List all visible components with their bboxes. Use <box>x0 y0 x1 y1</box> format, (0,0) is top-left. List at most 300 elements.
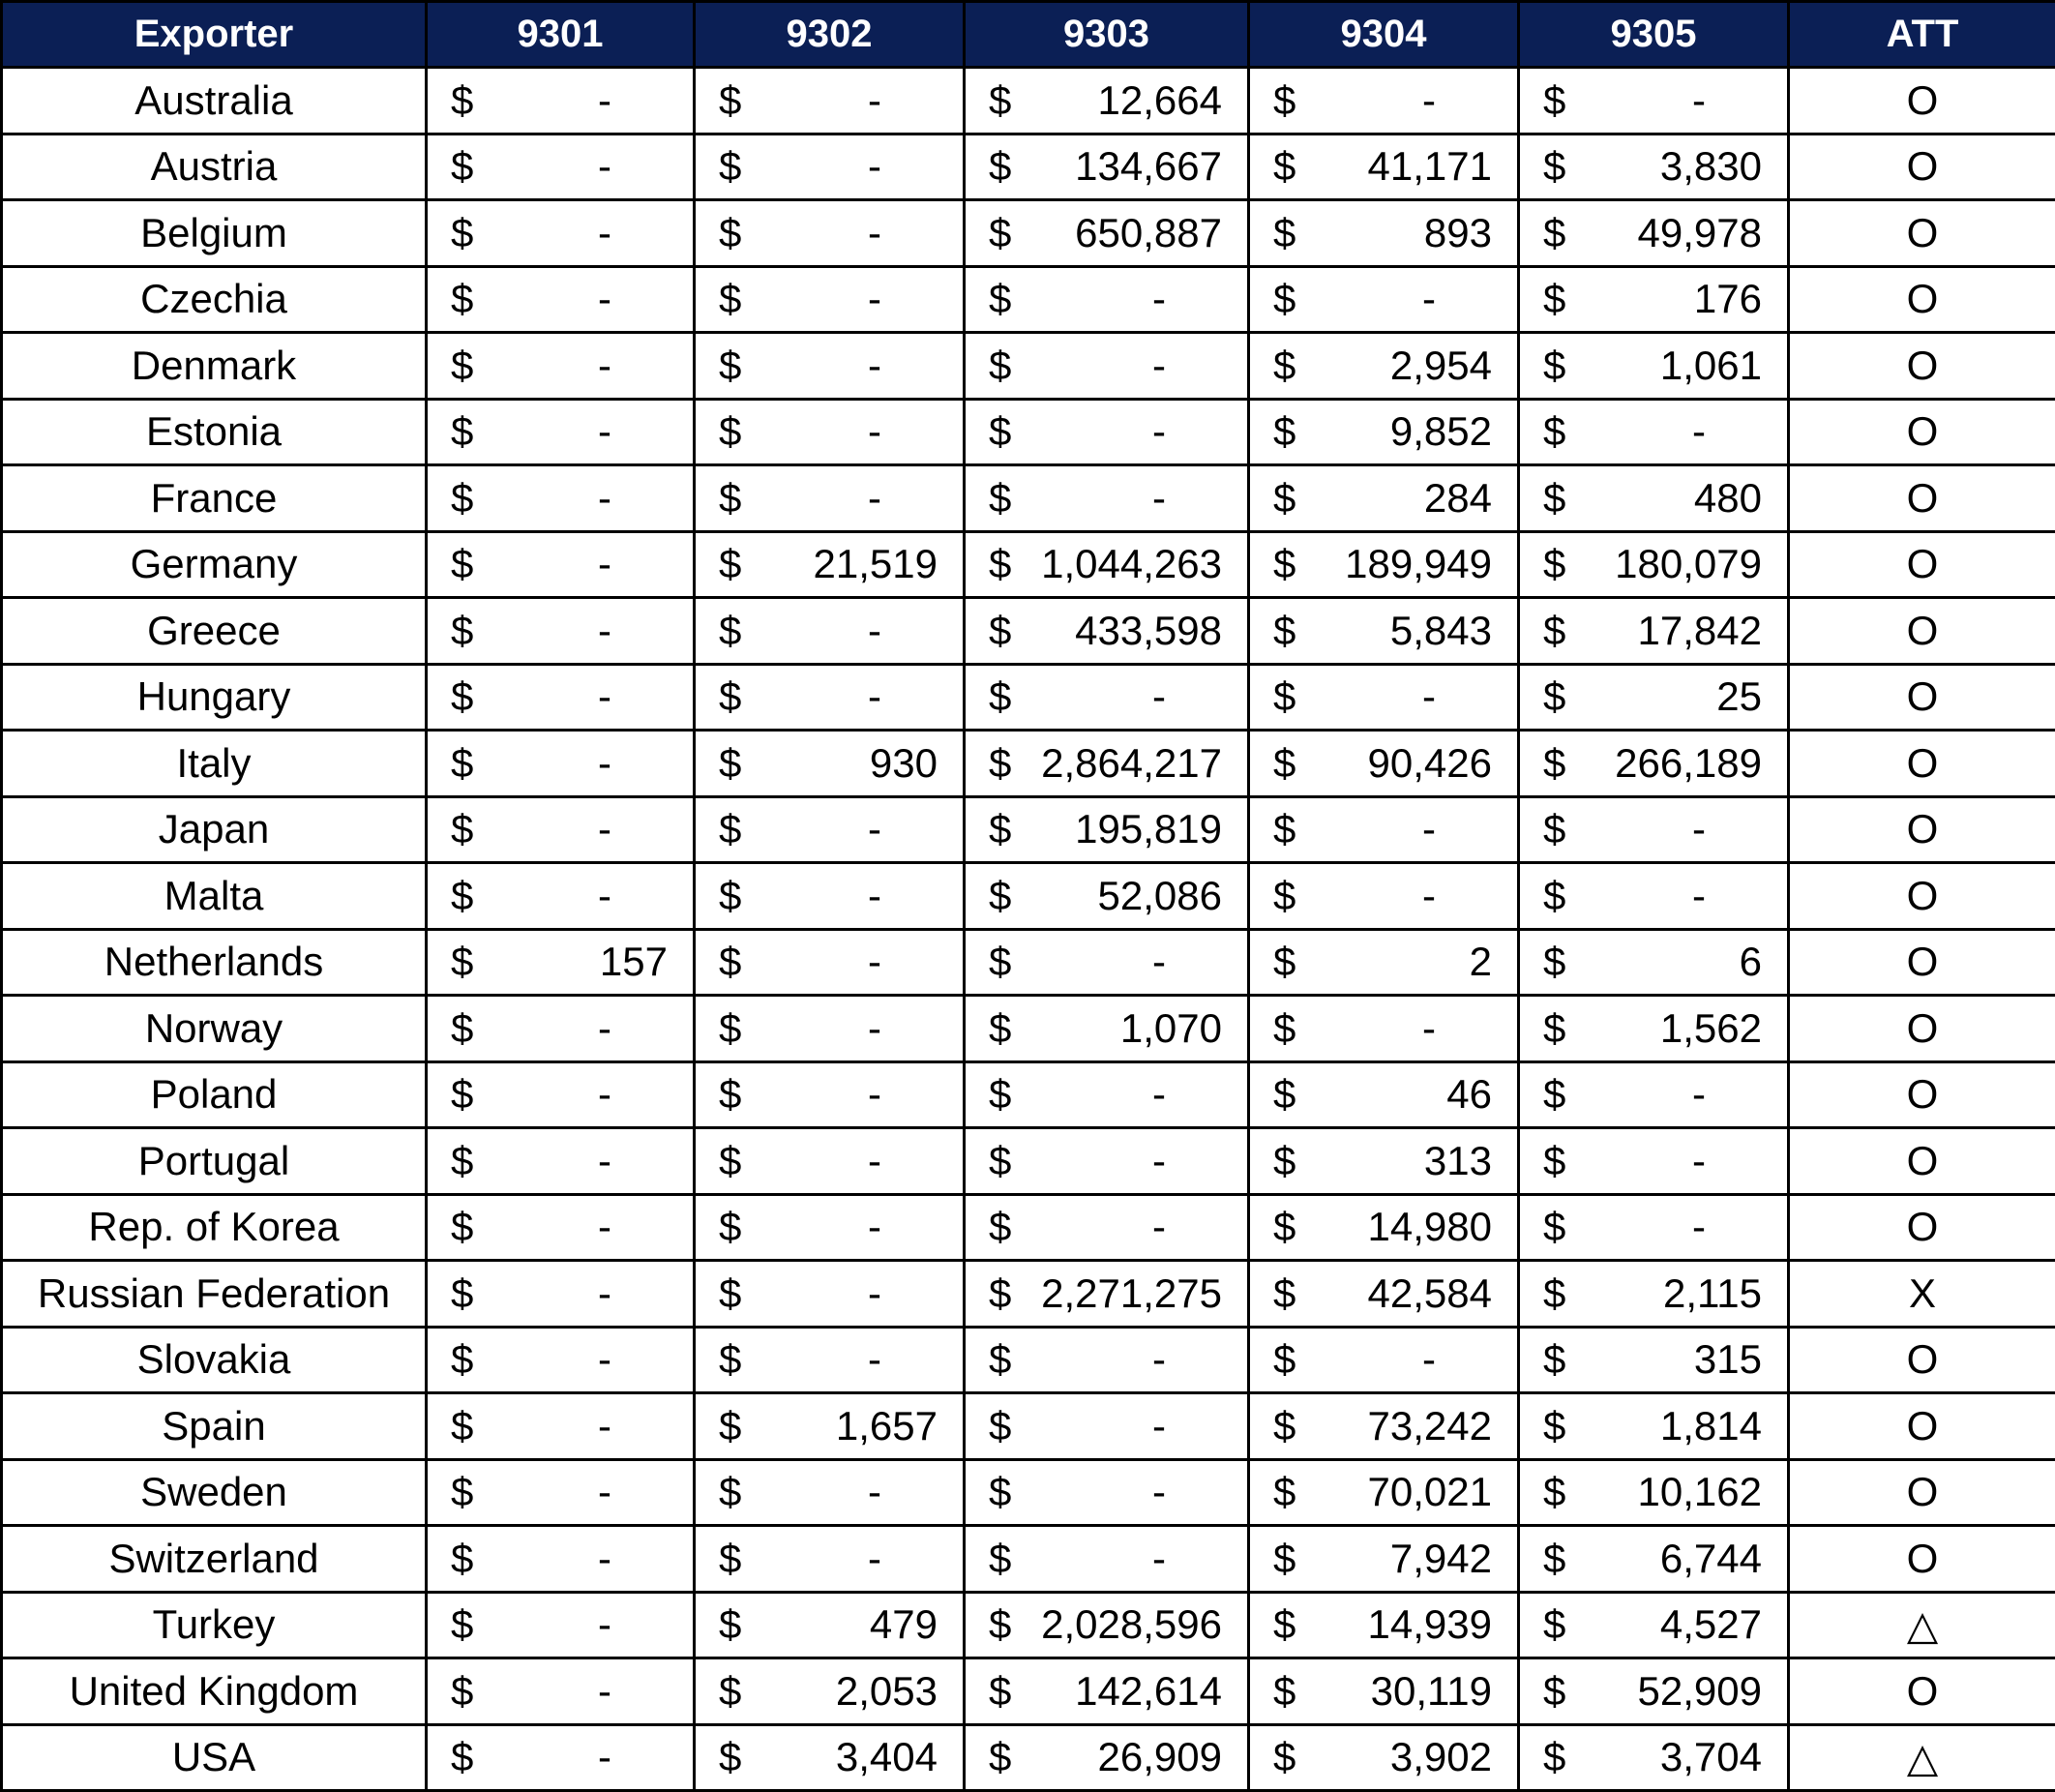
currency-symbol: $ <box>451 1336 473 1383</box>
currency-symbol: $ <box>719 806 741 852</box>
amount: 1,070 <box>1011 1005 1222 1052</box>
currency-symbol: $ <box>1273 77 1296 124</box>
value-cell-content <box>451 673 668 720</box>
value-cell-9302 <box>695 664 965 731</box>
amount: - <box>473 673 668 720</box>
value-cell-content <box>719 1668 938 1715</box>
currency-symbol: $ <box>451 1668 473 1715</box>
value-cell-9302 <box>695 200 965 267</box>
amount: 73,242 <box>1296 1403 1492 1449</box>
amount: - <box>473 740 668 787</box>
value-cell-content <box>989 1336 1222 1383</box>
currency-symbol: $ <box>719 1138 741 1184</box>
value-cell-9302 <box>695 1194 965 1261</box>
amount: - <box>473 541 668 587</box>
amount: - <box>1011 673 1222 720</box>
currency-symbol: $ <box>989 276 1011 322</box>
value-cell-9302 <box>695 598 965 665</box>
amount: - <box>473 1005 668 1052</box>
exporter-name: Switzerland <box>2 1526 427 1593</box>
value-cell-content <box>719 673 938 720</box>
amount: 2 <box>1296 939 1492 985</box>
table-row <box>2 134 2055 200</box>
currency-symbol: $ <box>719 1336 741 1383</box>
table-row <box>2 731 2055 797</box>
table-row <box>2 598 2055 665</box>
att-status: O <box>1789 465 2055 532</box>
value-cell-9305 <box>1519 1261 1789 1328</box>
amount: - <box>1296 806 1492 852</box>
currency-symbol: $ <box>451 210 473 256</box>
amount: - <box>741 1536 938 1582</box>
value-cell-9301 <box>427 1327 695 1393</box>
currency-symbol: $ <box>1543 276 1565 322</box>
value-cell-9304 <box>1249 1459 1519 1526</box>
currency-symbol: $ <box>451 1469 473 1515</box>
value-cell-9304 <box>1249 134 1519 200</box>
amount: - <box>741 806 938 852</box>
value-cell-9304 <box>1249 1724 1519 1791</box>
currency-symbol: $ <box>989 806 1011 852</box>
currency-symbol: $ <box>1543 1469 1565 1515</box>
currency-symbol: $ <box>1273 1668 1296 1715</box>
header-9303: 9303 <box>965 2 1249 68</box>
value-cell-content <box>989 873 1222 919</box>
currency-symbol: $ <box>1273 1138 1296 1184</box>
value-cell-9304 <box>1249 399 1519 465</box>
value-cell-content <box>1273 1601 1492 1648</box>
amount: 2,954 <box>1296 343 1492 389</box>
value-cell-9301 <box>427 1724 695 1791</box>
value-cell-content <box>1273 1403 1492 1449</box>
value-cell-content <box>1273 1270 1492 1317</box>
value-cell-9301 <box>427 863 695 930</box>
value-cell-9301 <box>427 531 695 598</box>
value-cell-9303 <box>965 1128 1249 1195</box>
value-cell-9303 <box>965 796 1249 863</box>
amount: - <box>473 1668 668 1715</box>
value-cell-9304 <box>1249 996 1519 1062</box>
value-cell-9305 <box>1519 1393 1789 1460</box>
value-cell-9302 <box>695 1724 965 1791</box>
value-cell-content <box>451 1336 668 1383</box>
amount: - <box>741 873 938 919</box>
value-cell-content <box>1543 1536 1762 1582</box>
currency-symbol: $ <box>451 806 473 852</box>
amount: - <box>1011 1071 1222 1118</box>
amount: 142,614 <box>1011 1668 1222 1715</box>
value-cell-content <box>1543 343 1762 389</box>
header-9302: 9302 <box>695 2 965 68</box>
value-cell-content <box>1273 475 1492 522</box>
value-cell-9302 <box>695 1592 965 1658</box>
value-cell-content <box>719 210 938 256</box>
value-cell-content <box>1543 939 1762 985</box>
header-9301: 9301 <box>427 2 695 68</box>
value-cell-9304 <box>1249 731 1519 797</box>
value-cell-content <box>989 1071 1222 1118</box>
header-att: ATT <box>1789 2 2055 68</box>
table-row <box>2 1327 2055 1393</box>
value-cell-content <box>989 276 1222 322</box>
value-cell-9303 <box>965 531 1249 598</box>
amount: - <box>1296 673 1492 720</box>
currency-symbol: $ <box>1543 77 1565 124</box>
amount: 2,053 <box>741 1668 938 1715</box>
value-cell-content <box>1543 608 1762 654</box>
value-cell-content <box>1543 1071 1762 1118</box>
table-row <box>2 996 2055 1062</box>
currency-symbol: $ <box>1543 1336 1565 1383</box>
value-cell-9304 <box>1249 598 1519 665</box>
value-cell-content <box>989 1204 1222 1250</box>
value-cell-content <box>1543 806 1762 852</box>
value-cell-9303 <box>965 1658 1249 1725</box>
amount: 2,115 <box>1565 1270 1762 1317</box>
value-cell-9304 <box>1249 1526 1519 1593</box>
value-cell-9304 <box>1249 1327 1519 1393</box>
currency-symbol: $ <box>719 1601 741 1648</box>
value-cell-content <box>1543 673 1762 720</box>
value-cell-content <box>451 276 668 322</box>
value-cell-content <box>1273 541 1492 587</box>
value-cell-9303 <box>965 1327 1249 1393</box>
currency-symbol: $ <box>451 1536 473 1582</box>
amount: 176 <box>1565 276 1762 322</box>
amount: 315 <box>1565 1336 1762 1383</box>
exporter-name: Poland <box>2 1061 427 1128</box>
value-cell-content <box>989 740 1222 787</box>
currency-symbol: $ <box>1543 1536 1565 1582</box>
value-cell-9305 <box>1519 1061 1789 1128</box>
value-cell-9301 <box>427 1194 695 1261</box>
amount: - <box>741 77 938 124</box>
amount: 1,657 <box>741 1403 938 1449</box>
value-cell-9305 <box>1519 1724 1789 1791</box>
header-9305: 9305 <box>1519 2 1789 68</box>
currency-symbol: $ <box>719 541 741 587</box>
value-cell-9303 <box>965 200 1249 267</box>
table-row <box>2 1393 2055 1460</box>
att-status: O <box>1789 1526 2055 1593</box>
exporter-name: Netherlands <box>2 929 427 996</box>
value-cell-9305 <box>1519 399 1789 465</box>
amount: 49,978 <box>1565 210 1762 256</box>
currency-symbol: $ <box>719 1403 741 1449</box>
value-cell-content <box>719 1601 938 1648</box>
amount: 14,939 <box>1296 1601 1492 1648</box>
currency-symbol: $ <box>1273 1204 1296 1250</box>
amount: - <box>473 873 668 919</box>
currency-symbol: $ <box>1543 939 1565 985</box>
value-cell-9303 <box>965 1194 1249 1261</box>
value-cell-9302 <box>695 996 965 1062</box>
value-cell-content <box>1543 276 1762 322</box>
amount: - <box>741 1469 938 1515</box>
value-cell-content <box>719 1536 938 1582</box>
value-cell-content <box>719 740 938 787</box>
table-row <box>2 664 2055 731</box>
amount: 4,527 <box>1565 1601 1762 1648</box>
value-cell-9303 <box>965 465 1249 532</box>
amount: - <box>741 1005 938 1052</box>
amount: 7,942 <box>1296 1536 1492 1582</box>
value-cell-9301 <box>427 266 695 333</box>
table-row <box>2 266 2055 333</box>
value-cell-content <box>451 873 668 919</box>
currency-symbol: $ <box>989 1403 1011 1449</box>
value-cell-9301 <box>427 200 695 267</box>
value-cell-content <box>1273 608 1492 654</box>
value-cell-content <box>719 939 938 985</box>
value-cell-content <box>1273 1336 1492 1383</box>
amount: - <box>1011 276 1222 322</box>
currency-symbol: $ <box>1543 1668 1565 1715</box>
att-status: O <box>1789 863 2055 930</box>
table-row <box>2 1194 2055 1261</box>
att-status: O <box>1789 1658 2055 1725</box>
value-cell-content <box>1543 740 1762 787</box>
amount: - <box>1011 1204 1222 1250</box>
att-status: O <box>1789 134 2055 200</box>
amount: 1,044,263 <box>1011 541 1222 587</box>
amount: - <box>741 1071 938 1118</box>
amount: 893 <box>1296 210 1492 256</box>
currency-symbol: $ <box>1273 806 1296 852</box>
value-cell-content <box>989 806 1222 852</box>
value-cell-content <box>719 1403 938 1449</box>
amount: 6 <box>1565 939 1762 985</box>
value-cell-content <box>1273 210 1492 256</box>
value-cell-9305 <box>1519 266 1789 333</box>
currency-symbol: $ <box>451 1403 473 1449</box>
amount: 1,061 <box>1565 343 1762 389</box>
value-cell-content <box>1273 408 1492 455</box>
value-cell-9302 <box>695 863 965 930</box>
value-cell-content <box>1543 408 1762 455</box>
value-cell-9304 <box>1249 1261 1519 1328</box>
value-cell-9301 <box>427 465 695 532</box>
value-cell-content <box>451 806 668 852</box>
currency-symbol: $ <box>719 873 741 919</box>
currency-symbol: $ <box>1543 210 1565 256</box>
value-cell-content <box>989 1403 1222 1449</box>
value-cell-9305 <box>1519 465 1789 532</box>
value-cell-content <box>1543 210 1762 256</box>
currency-symbol: $ <box>451 1204 473 1250</box>
value-cell-9301 <box>427 1261 695 1328</box>
currency-symbol: $ <box>1543 1601 1565 1648</box>
value-cell-9301 <box>427 996 695 1062</box>
table-row <box>2 333 2055 400</box>
value-cell-content <box>451 608 668 654</box>
currency-symbol: $ <box>1273 541 1296 587</box>
exporter-name: Italy <box>2 731 427 797</box>
amount: - <box>473 1270 668 1317</box>
header-row <box>2 2 2055 68</box>
table-row <box>2 796 2055 863</box>
amount: - <box>1565 806 1762 852</box>
value-cell-9303 <box>965 1061 1249 1128</box>
value-cell-9301 <box>427 68 695 134</box>
att-status: O <box>1789 1128 2055 1195</box>
amount: - <box>473 210 668 256</box>
value-cell-9304 <box>1249 531 1519 598</box>
value-cell-content <box>451 1469 668 1515</box>
amount: 30,119 <box>1296 1668 1492 1715</box>
currency-symbol: $ <box>1543 475 1565 522</box>
amount: - <box>473 1403 668 1449</box>
currency-symbol: $ <box>719 475 741 522</box>
currency-symbol: $ <box>989 939 1011 985</box>
value-cell-9304 <box>1249 796 1519 863</box>
value-cell-9301 <box>427 929 695 996</box>
currency-symbol: $ <box>1543 806 1565 852</box>
att-status: O <box>1789 929 2055 996</box>
value-cell-9303 <box>965 664 1249 731</box>
exporter-name: United Kingdom <box>2 1658 427 1725</box>
value-cell-9305 <box>1519 996 1789 1062</box>
currency-symbol: $ <box>989 1668 1011 1715</box>
value-cell-content <box>451 1601 668 1648</box>
att-status: △ <box>1789 1724 2055 1791</box>
currency-symbol: $ <box>1273 939 1296 985</box>
amount: 10,162 <box>1565 1469 1762 1515</box>
exporter-name: Denmark <box>2 333 427 400</box>
exporter-name: Turkey <box>2 1592 427 1658</box>
value-cell-content <box>719 1469 938 1515</box>
value-cell-9301 <box>427 731 695 797</box>
exporter-name: Austria <box>2 134 427 200</box>
value-cell-9302 <box>695 1061 965 1128</box>
value-cell-content <box>451 541 668 587</box>
value-cell-9301 <box>427 1526 695 1593</box>
value-cell-9302 <box>695 1658 965 1725</box>
amount: 42,584 <box>1296 1270 1492 1317</box>
value-cell-content <box>451 939 668 985</box>
table-row <box>2 68 2055 134</box>
value-cell-9305 <box>1519 863 1789 930</box>
currency-symbol: $ <box>989 1071 1011 1118</box>
table-row <box>2 863 2055 930</box>
value-cell-9305 <box>1519 1128 1789 1195</box>
amount: - <box>473 806 668 852</box>
value-cell-content <box>1543 143 1762 190</box>
amount: 433,598 <box>1011 608 1222 654</box>
value-cell-9304 <box>1249 863 1519 930</box>
value-cell-9304 <box>1249 68 1519 134</box>
currency-symbol: $ <box>989 1005 1011 1052</box>
amount: - <box>473 1071 668 1118</box>
value-cell-9303 <box>965 863 1249 930</box>
value-cell-content <box>1273 806 1492 852</box>
value-cell-9303 <box>965 1261 1249 1328</box>
exporter-name: Rep. of Korea <box>2 1194 427 1261</box>
table-row <box>2 1459 2055 1526</box>
table-header <box>2 2 2055 68</box>
table-row <box>2 1526 2055 1593</box>
value-cell-9302 <box>695 399 965 465</box>
currency-symbol: $ <box>989 77 1011 124</box>
currency-symbol: $ <box>1543 673 1565 720</box>
value-cell-9303 <box>965 598 1249 665</box>
currency-symbol: $ <box>719 343 741 389</box>
value-cell-9303 <box>965 1526 1249 1593</box>
value-cell-content <box>451 210 668 256</box>
value-cell-content <box>1273 343 1492 389</box>
value-cell-9301 <box>427 1128 695 1195</box>
value-cell-content <box>1543 77 1762 124</box>
value-cell-9305 <box>1519 200 1789 267</box>
amount: - <box>473 343 668 389</box>
amount: 70,021 <box>1296 1469 1492 1515</box>
table-row <box>2 1592 2055 1658</box>
value-cell-content <box>719 475 938 522</box>
value-cell-content <box>1543 1734 1762 1780</box>
att-status: O <box>1789 664 2055 731</box>
amount: - <box>1011 1469 1222 1515</box>
att-status: O <box>1789 1194 2055 1261</box>
amount: 479 <box>741 1601 938 1648</box>
value-cell-content <box>989 1601 1222 1648</box>
amount: - <box>1296 77 1492 124</box>
exporter-name: Greece <box>2 598 427 665</box>
value-cell-9305 <box>1519 68 1789 134</box>
value-cell-content <box>719 143 938 190</box>
amount: - <box>741 210 938 256</box>
value-cell-9305 <box>1519 134 1789 200</box>
value-cell-content <box>451 1734 668 1780</box>
currency-symbol: $ <box>719 1536 741 1582</box>
value-cell-content <box>451 143 668 190</box>
value-cell-content <box>451 77 668 124</box>
amount: 21,519 <box>741 541 938 587</box>
currency-symbol: $ <box>1543 1270 1565 1317</box>
currency-symbol: $ <box>1273 1469 1296 1515</box>
exporter-name: Norway <box>2 996 427 1062</box>
amount: - <box>1296 1005 1492 1052</box>
currency-symbol: $ <box>989 541 1011 587</box>
currency-symbol: $ <box>719 1668 741 1715</box>
amount: - <box>741 475 938 522</box>
amount: - <box>473 276 668 322</box>
value-cell-9304 <box>1249 1061 1519 1128</box>
att-status: O <box>1789 399 2055 465</box>
amount: 3,830 <box>1565 143 1762 190</box>
amount: - <box>473 1336 668 1383</box>
currency-symbol: $ <box>1543 608 1565 654</box>
exporter-name: Malta <box>2 863 427 930</box>
value-cell-9304 <box>1249 333 1519 400</box>
amount: - <box>741 1336 938 1383</box>
table-row <box>2 1061 2055 1128</box>
amount: 14,980 <box>1296 1204 1492 1250</box>
currency-symbol: $ <box>719 1734 741 1780</box>
currency-symbol: $ <box>719 1204 741 1250</box>
value-cell-content <box>989 673 1222 720</box>
value-cell-content <box>719 1204 938 1250</box>
value-cell-9303 <box>965 1724 1249 1791</box>
amount: 2,028,596 <box>1011 1601 1222 1648</box>
value-cell-content <box>989 1005 1222 1052</box>
amount: 3,704 <box>1565 1734 1762 1780</box>
table-row <box>2 465 2055 532</box>
value-cell-content <box>719 608 938 654</box>
header-exporter: Exporter <box>2 2 427 68</box>
value-cell-9302 <box>695 929 965 996</box>
value-cell-9301 <box>427 1459 695 1526</box>
value-cell-9302 <box>695 1393 965 1460</box>
